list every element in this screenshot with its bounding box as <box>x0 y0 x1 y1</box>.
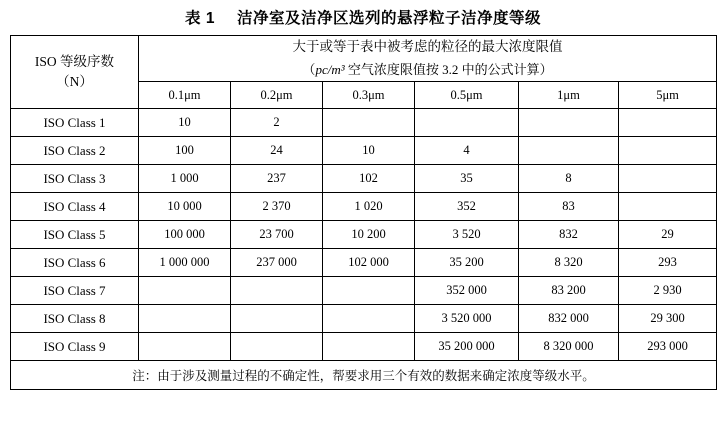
header-paren-open: （ <box>302 61 316 77</box>
cell-value <box>323 277 415 305</box>
table-row <box>11 305 717 333</box>
cell-value <box>231 277 323 305</box>
row-label: ISO Class 1 <box>11 109 139 137</box>
header-size-2: 0.3μm <box>323 82 415 109</box>
header-iso-class-line1: ISO 等级序数 <box>34 54 115 70</box>
header-concentration-line1: 大于或等于表中被考虑的粒径的最大浓度限值 <box>292 39 563 54</box>
table-row <box>11 333 717 361</box>
cell-value: 83 <box>519 193 619 221</box>
cell-value <box>619 165 717 193</box>
table-row <box>11 193 717 221</box>
cell-value <box>619 137 717 165</box>
cell-value: 35 <box>415 165 519 193</box>
table-row <box>11 165 717 193</box>
table-row <box>11 109 717 137</box>
cell-value: 35 200 000 <box>415 333 519 361</box>
table-title-text: 洁净室及洁净区选列的悬浮粒子洁净度等级 <box>236 10 541 27</box>
cell-value: 237 000 <box>231 249 323 277</box>
cell-value: 10 <box>323 137 415 165</box>
cell-value: 4 <box>415 137 519 165</box>
cell-value <box>619 109 717 137</box>
table-container <box>10 35 716 390</box>
cell-value: 352 000 <box>415 277 519 305</box>
header-size-1: 0.2μm <box>231 82 323 109</box>
cell-value: 102 000 <box>323 249 415 277</box>
cell-value: 100 000 <box>139 221 231 249</box>
cell-value: 2 930 <box>619 277 717 305</box>
cell-value: 293 <box>619 249 717 277</box>
cell-value <box>231 333 323 361</box>
cell-value: 29 <box>619 221 717 249</box>
cell-value: 3 520 000 <box>415 305 519 333</box>
row-label: ISO Class 6 <box>11 249 139 277</box>
header-size-4: 1μm <box>519 82 619 109</box>
cell-value: 832 <box>519 221 619 249</box>
cell-value: 293 000 <box>619 333 717 361</box>
cell-value: 237 <box>231 165 323 193</box>
header-size-5: 5μm <box>619 82 717 109</box>
header-iso-class-line2: （N） <box>56 74 93 90</box>
cell-value: 8 <box>519 165 619 193</box>
cell-value <box>519 109 619 137</box>
cell-value <box>139 305 231 333</box>
cell-value: 3 520 <box>415 221 519 249</box>
header-formula-note: 空气浓度限值按 3.2 中的公式计算） <box>344 61 553 77</box>
cell-value: 832 000 <box>519 305 619 333</box>
table-header-row-1 <box>11 36 717 82</box>
row-label: ISO Class 2 <box>11 137 139 165</box>
cell-value: 10 200 <box>323 221 415 249</box>
cell-value: 352 <box>415 193 519 221</box>
cell-value: 8 320 000 <box>519 333 619 361</box>
cell-value <box>139 333 231 361</box>
cell-value: 2 <box>231 109 323 137</box>
cell-value: 2 370 <box>231 193 323 221</box>
cell-value <box>231 305 323 333</box>
cell-value <box>139 277 231 305</box>
table-note-row <box>11 361 717 390</box>
header-size-3: 0.5μm <box>415 82 519 109</box>
row-label: ISO Class 8 <box>11 305 139 333</box>
row-label: ISO Class 9 <box>11 333 139 361</box>
header-iso-class <box>11 36 139 109</box>
page-title <box>0 0 726 35</box>
table-number: 表 1 <box>185 10 215 27</box>
cell-value: 29 300 <box>619 305 717 333</box>
table-row <box>11 277 717 305</box>
cell-value <box>619 193 717 221</box>
row-label: ISO Class 4 <box>11 193 139 221</box>
header-concentration-limits <box>139 36 717 82</box>
cell-value: 24 <box>231 137 323 165</box>
header-size-0: 0.1μm <box>139 82 231 109</box>
cell-value: 10 000 <box>139 193 231 221</box>
table-note: 注：由于涉及测量过程的不确定性，帮要求用三个有效的数据来确定浓度等级水平。 <box>11 361 717 390</box>
row-label: ISO Class 5 <box>11 221 139 249</box>
row-label: ISO Class 7 <box>11 277 139 305</box>
cell-value: 8 320 <box>519 249 619 277</box>
cell-value: 1 000 <box>139 165 231 193</box>
header-concentration-line2 <box>139 59 716 81</box>
cell-value: 10 <box>139 109 231 137</box>
cell-value <box>323 333 415 361</box>
cell-value: 102 <box>323 165 415 193</box>
table-row <box>11 221 717 249</box>
cell-value <box>323 305 415 333</box>
cell-value: 100 <box>139 137 231 165</box>
cell-value: 23 700 <box>231 221 323 249</box>
cell-value <box>415 109 519 137</box>
cell-value <box>519 137 619 165</box>
cleanroom-class-table <box>10 35 717 390</box>
cell-value <box>323 109 415 137</box>
table-row <box>11 137 717 165</box>
cell-value: 83 200 <box>519 277 619 305</box>
cell-value: 35 200 <box>415 249 519 277</box>
row-label: ISO Class 3 <box>11 165 139 193</box>
table-row <box>11 249 717 277</box>
header-unit: pc/m³ <box>315 61 345 77</box>
cell-value: 1 000 000 <box>139 249 231 277</box>
cell-value: 1 020 <box>323 193 415 221</box>
